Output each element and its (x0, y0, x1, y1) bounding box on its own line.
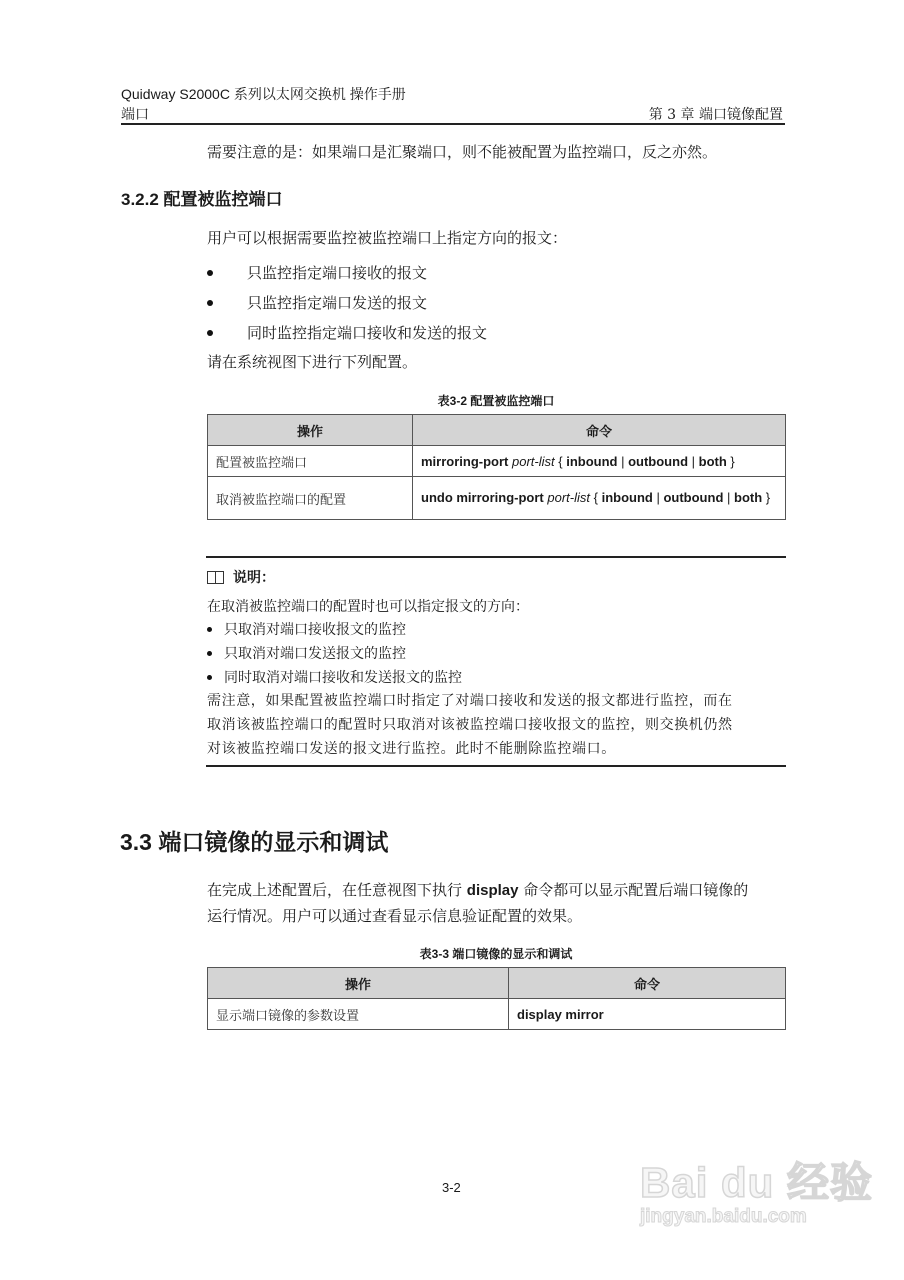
section-3-3-paragraph: 在完成上述配置后，在任意视图下执行 display 命令都可以显示配置后端口镜像的 (207, 881, 749, 899)
baidu-logo-icon: Bai du 经验 (640, 1159, 874, 1206)
bullet-item: 只监控指定端口接收的报文 (207, 262, 427, 283)
note-bottom-rule (206, 765, 786, 767)
bullet-item: 只监控指定端口发送的报文 (207, 292, 427, 313)
note-intro: 在取消被监控端口的配置时也可以指定报文的方向： (207, 599, 529, 615)
table-caption-3-3: 表3-3 端口镜像的显示和调试 (419, 947, 573, 961)
column-header-command: 命令 (413, 415, 786, 446)
baidu-watermark (640, 1150, 873, 1228)
watermark-url: jingyan.baidu.com (640, 1206, 807, 1227)
table-3-2 (207, 414, 786, 520)
table-header-row (208, 968, 786, 999)
command-cell: mirroring-port port-list { inbound | outbound | both } (413, 446, 786, 477)
operation-cell: 显示端口镜像的参数设置 (208, 999, 509, 1030)
column-header-operation: 操作 (208, 968, 509, 999)
bullet-dot-icon (207, 651, 212, 656)
note-bullet: 同时取消对端口接收和发送报文的监控 (207, 667, 462, 687)
column-header-command: 命令 (509, 968, 786, 999)
note-title: 说明： (207, 567, 275, 587)
bullet-dot-icon (207, 627, 212, 632)
operation-cell: 取消被监控端口的配置 (208, 477, 413, 520)
header-rule (121, 123, 785, 125)
note-bullet: 只取消对端口接收报文的监控 (207, 619, 406, 639)
table-header-row (208, 415, 786, 446)
bullet-dot-icon (207, 330, 213, 336)
header-chapter: 第 3 章 端口镜像配置 (648, 107, 783, 123)
table-3-3 (207, 967, 786, 1030)
command-cell: undo mirroring-port port-list { inbound | outbound | both } (413, 477, 786, 520)
section-heading-3-2-2: 3.2.2 配置被监控端口 (121, 190, 283, 209)
bullet-dot-icon (207, 675, 212, 680)
note-paragraph-line: 对该被监控端口发送的报文进行监控。此时不能删除监控端口。 (207, 741, 616, 757)
table-caption-3-2: 表3-2 配置被监控端口 (437, 394, 555, 408)
operation-cell: 配置被监控端口 (208, 446, 413, 477)
section-3-3-paragraph-line2: 运行情况。用户可以通过查看显示信息验证配置的效果。 (207, 907, 583, 925)
bullet-dot-icon (207, 300, 213, 306)
section-lead: 用户可以根据需要监控被监控端口上指定方向的报文： (207, 229, 568, 247)
section-heading-3-3: 3.3 端口镜像的显示和调试 (120, 829, 389, 855)
manual-title: Quidway S2000C 系列以太网交换机 操作手册 (121, 86, 406, 102)
note-bullet: 只取消对端口发送报文的监控 (207, 643, 406, 663)
config-instruction: 请在系统视图下进行下列配置。 (207, 353, 418, 371)
header-section: 端口 (121, 107, 149, 123)
bullet-item: 同时监控指定端口接收和发送的报文 (207, 322, 487, 343)
page-number: 3-2 (442, 1180, 461, 1195)
table-row (208, 446, 786, 477)
bullet-dot-icon (207, 270, 213, 276)
column-header-operation: 操作 (208, 415, 413, 446)
command-cell: display mirror (509, 999, 786, 1030)
note-paragraph-line: 取消该被监控端口的配置时只取消对该被监控端口接收报文的监控，则交换机仍然 (207, 717, 733, 733)
note-top-rule (206, 556, 786, 558)
book-icon (207, 571, 223, 583)
intro-paragraph: 需要注意的是：如果端口是汇聚端口，则不能被配置为监控端口，反之亦然。 (207, 143, 718, 161)
table-row (208, 477, 786, 520)
table-row (208, 999, 786, 1030)
note-paragraph-line: 需注意，如果配置被监控端口时指定了对端口接收和发送的报文都进行监控，而在 (207, 693, 733, 709)
